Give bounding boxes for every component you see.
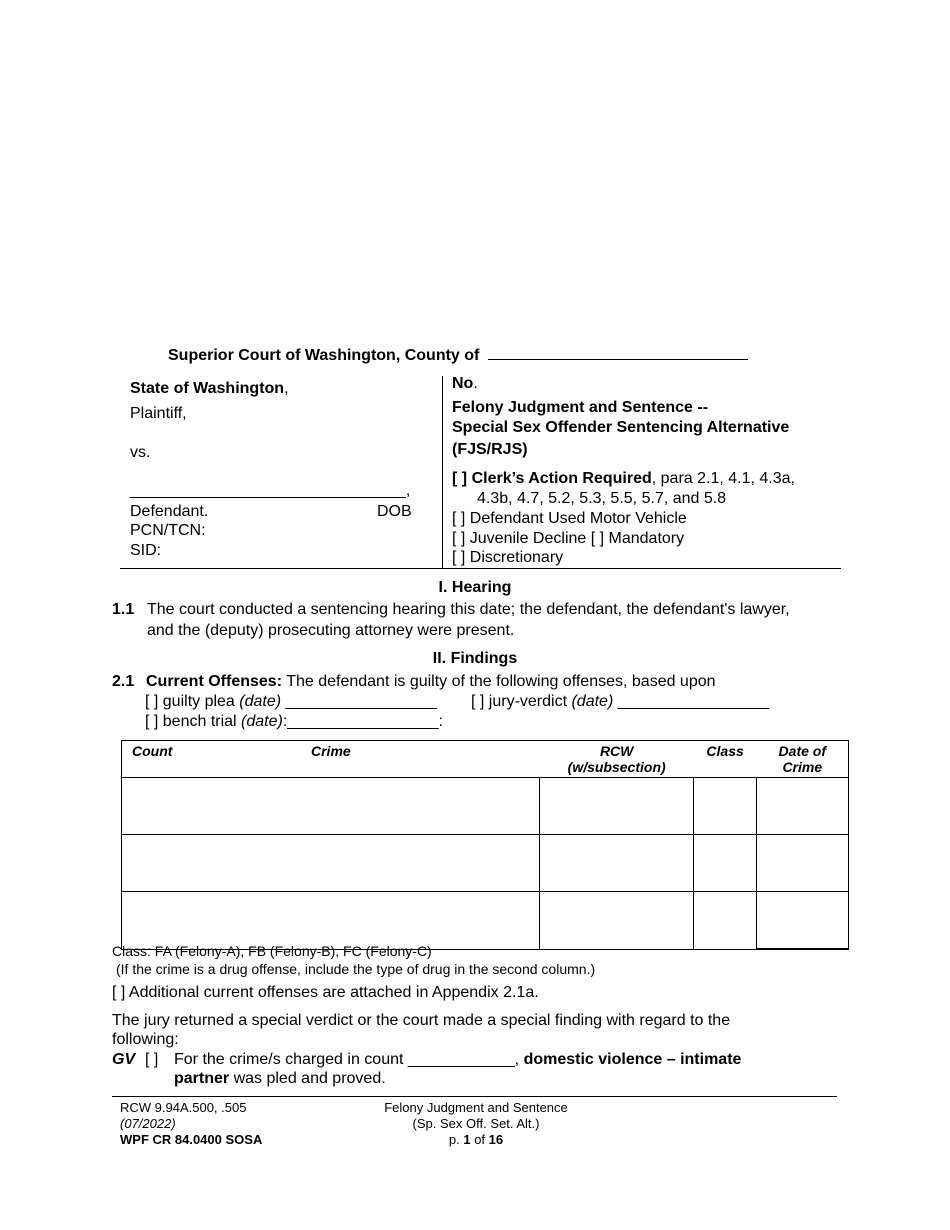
current-offenses-table [121, 740, 849, 950]
gv-label: GV [112, 1051, 136, 1068]
footer-revision: (07/2022) [120, 1116, 176, 1131]
county-blank[interactable] [488, 345, 748, 360]
class-cell[interactable] [694, 892, 757, 950]
caption-bottom-rule [120, 568, 841, 569]
dob-label: DOB [377, 503, 412, 520]
court-title: Superior Court of Washington, County of [168, 345, 748, 365]
footer-title-1: Felony Judgment and Sentence [384, 1100, 568, 1115]
findings-heading: II. Findings [432, 650, 518, 667]
header-date: Date of Crime [778, 743, 826, 775]
findings-number: 2.1 [112, 673, 135, 690]
caption-divider [442, 376, 443, 568]
doc-title-line-3: (FJS/RJS) [452, 441, 528, 458]
footer-rcw: RCW 9.94A.500, .505 [120, 1100, 247, 1115]
doc-title-line-1: Felony Judgment and Sentence -- [452, 399, 709, 416]
clerk-action-paras: 4.3b, 4.7, 5.2, 5.3, 5.5, 5.7, and 5.8 [477, 490, 727, 507]
case-number-label: No. [452, 375, 478, 392]
class-cell[interactable] [694, 835, 757, 892]
defendant-name-line[interactable]: _______________________________, [130, 482, 411, 499]
crime-cell[interactable] [122, 835, 540, 892]
plaintiff-name: State of Washington, [130, 380, 289, 397]
pcn-label: PCN/TCN: [130, 522, 206, 539]
rcw-cell[interactable] [540, 835, 694, 892]
special-verdict-text-2: following: [112, 1031, 179, 1048]
hearing-heading: I. Hearing [438, 579, 512, 596]
motor-vehicle-checkbox[interactable]: [ ] Defendant Used Motor Vehicle [452, 510, 687, 527]
gv-text-cont: partner was pled and proved. [174, 1070, 386, 1087]
rcw-cell[interactable] [540, 778, 694, 835]
header-crime: Crime [311, 743, 351, 759]
table-row [122, 778, 849, 835]
date-cell[interactable] [757, 778, 849, 835]
footer-title-2: (Sp. Sex Off. Set. Alt.) [412, 1116, 540, 1131]
defendant-label: Defendant. [130, 503, 209, 520]
crime-cell[interactable] [122, 778, 540, 835]
discretionary-checkbox[interactable]: [ ] Discretionary [452, 549, 564, 566]
date-cell[interactable] [757, 835, 849, 892]
table-header-row [122, 741, 849, 778]
bench-trial-checkbox[interactable]: [ ] bench trial (date):_________________: [145, 713, 444, 730]
sid-label: SID: [130, 542, 162, 559]
date-cell[interactable] [757, 892, 849, 950]
current-offenses-intro: Current Offenses: The defendant is guilty of the following offenses, based upon [146, 673, 716, 690]
doc-title-line-2: Special Sex Offender Sentencing Alternative [452, 419, 790, 436]
class-cell[interactable] [694, 778, 757, 835]
table-row [122, 892, 849, 950]
header-count: Count [132, 743, 173, 759]
header-rcw: RCW (w/subsection) [567, 743, 666, 775]
rcw-cell[interactable] [540, 892, 694, 950]
gv-checkbox[interactable]: [ ] [145, 1051, 159, 1068]
class-note: Class: FA (Felony-A), FB (Felony-B), FC (Felony-C) [112, 943, 432, 959]
juvenile-decline-checkbox[interactable]: [ ] Juvenile Decline [ ] Mandatory [452, 530, 685, 547]
jury-verdict-checkbox[interactable]: [ ] jury-verdict (date) _________________ [471, 693, 769, 710]
clerk-action-checkbox[interactable]: [ ] Clerk’s Action Required, para 2.1, 4.1, 4.3a, [452, 470, 795, 487]
footer-page-number: p. 1 of 16 [448, 1132, 504, 1147]
special-verdict-text-1: The jury returned a special verdict or the court made a special finding with regard to the [112, 1012, 731, 1029]
additional-offenses-checkbox[interactable]: [ ] Additional current offenses are attached in Appendix 2.1a. [112, 984, 539, 1001]
hearing-text-1: The court conducted a sentencing hearing this date; the defendant, the defendant's lawyer, [147, 601, 790, 618]
hearing-text-2: and the (deputy) prosecuting attorney were present. [147, 622, 515, 639]
crime-cell[interactable] [122, 892, 540, 950]
header-class: Class [706, 743, 744, 759]
hearing-number: 1.1 [112, 601, 135, 618]
drug-note: (If the crime is a drug offense, include the type of drug in the second column.) [116, 961, 596, 977]
plaintiff-role: Plaintiff, [130, 405, 187, 422]
guilty-plea-checkbox[interactable]: [ ] guilty plea (date) _________________ [145, 693, 437, 710]
footer-rule [112, 1096, 837, 1097]
vs-label: vs. [130, 444, 151, 461]
gv-text: For the crime/s charged in count ____________, domestic violence – intimate [174, 1051, 742, 1068]
table-row [122, 835, 849, 892]
header-count-crime [122, 741, 540, 778]
footer-form-id: WPF CR 84.0400 SOSA [120, 1132, 263, 1147]
